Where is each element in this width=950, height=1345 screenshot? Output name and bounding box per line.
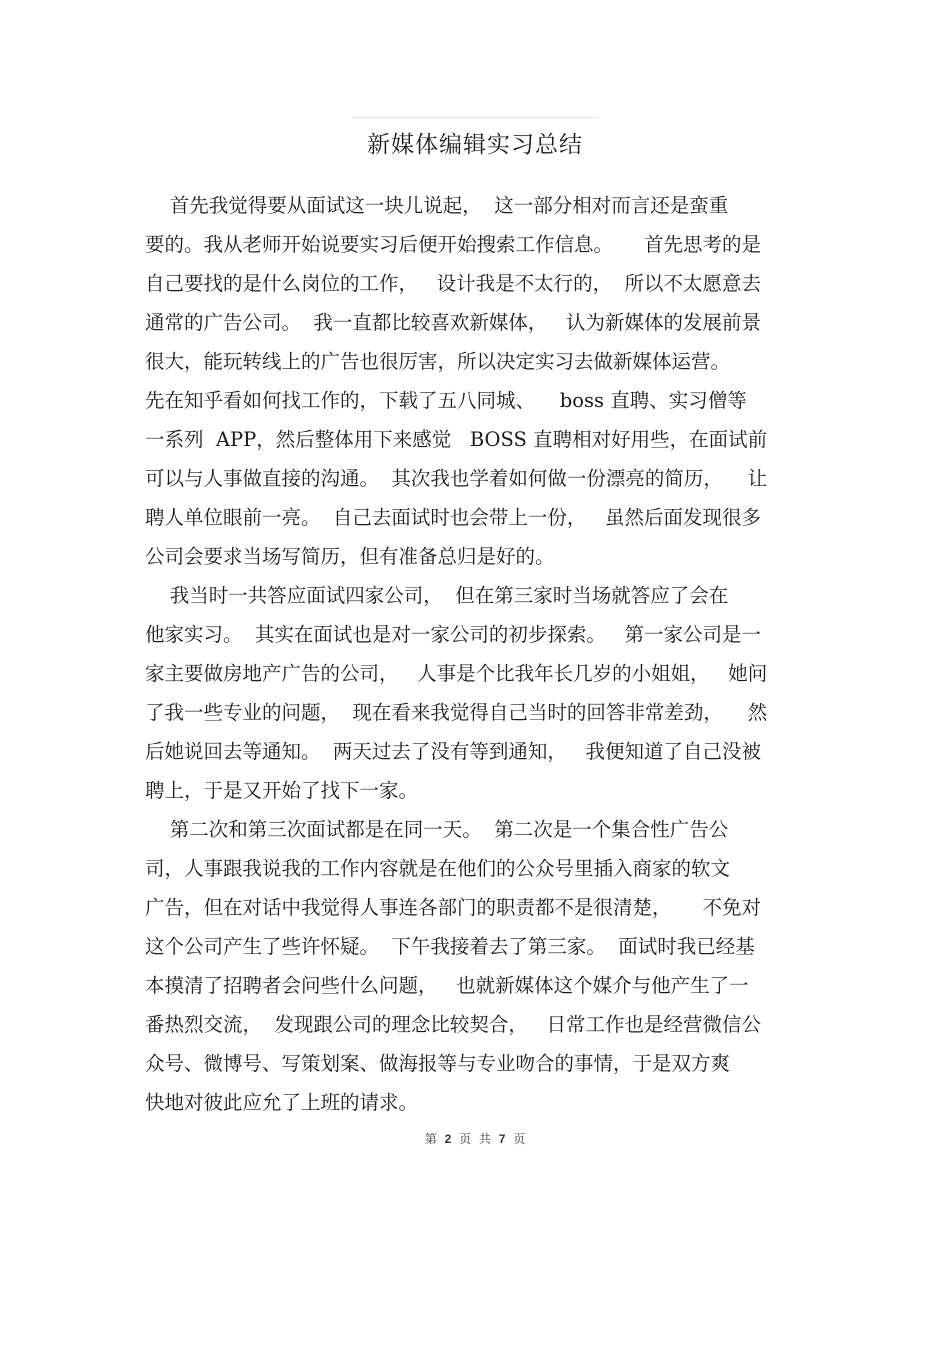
header-rule bbox=[352, 117, 598, 118]
body-line: 本摸清了招聘者会问些什么问题， 也就新媒体这个媒介与他产生了一 bbox=[145, 974, 749, 997]
body-line: 可以与人事做直接的沟通。 其次我也学着如何做一份漂亮的简历， 让 bbox=[145, 467, 768, 490]
body-line: 后她说回去等通知。 两天过去了没有等到通知， 我便知道了自己没被 bbox=[145, 740, 761, 763]
body-line: 广告，但在对话中我觉得人事连各部门的职责都不是很清楚， 不免对 bbox=[145, 896, 761, 919]
body-line: 先在知乎看如何找工作的，下载了五八同城、 boss 直聘、实习僧等 bbox=[145, 389, 747, 412]
footer-middle: 页 共 bbox=[459, 1132, 491, 1146]
footer-suffix: 页 bbox=[513, 1132, 526, 1146]
body-line: 他家实习。 其实在面试也是对一家公司的初步探索。 第一家公司是一 bbox=[145, 623, 761, 646]
body-line: 众号、微博号、写策划案、做海报等与专业吻合的事情，于是双方爽 bbox=[145, 1052, 731, 1075]
body-line: 快地对彼此应允了上班的请求。 bbox=[145, 1091, 419, 1114]
body-line: 首先我觉得要从面试这一块儿说起， 这一部分相对而言还是蛮重 bbox=[145, 194, 729, 217]
body-line: 通常的广告公司。 我一直都比较喜欢新媒体， 认为新媒体的发展前景 bbox=[145, 311, 761, 334]
body-line: 聘人单位眼前一亮。 自己去面试时也会带上一份， 虽然后面发现很多 bbox=[145, 506, 761, 529]
document-title: 新媒体编辑实习总结 bbox=[367, 132, 583, 158]
body-line: 番热烈交流， 发现跟公司的理念比较契合， 日常工作也是经营微信公 bbox=[145, 1013, 761, 1036]
body-line: 家主要做房地产广告的公司， 人事是个比我年长几岁的小姐姐， 她问 bbox=[145, 662, 768, 685]
body-line: 司，人事跟我说我的工作内容就是在他们的公众号里插入商家的软文 bbox=[145, 857, 731, 880]
total-page-count: 7 bbox=[498, 1132, 506, 1146]
body-line: 公司会要求当场写简历，但有准备总归是好的。 bbox=[145, 545, 555, 568]
footer-prefix: 第 bbox=[424, 1132, 437, 1146]
document-body bbox=[145, 188, 810, 1124]
body-line: 很大，能玩转线上的广告也很厉害，所以决定实习去做新媒体运营。 bbox=[145, 350, 731, 373]
current-page-number: 2 bbox=[444, 1132, 452, 1146]
body-line: 要的。我从老师开始说要实习后便开始搜索工作信息。 首先思考的是 bbox=[145, 233, 761, 256]
page-footer bbox=[0, 1130, 950, 1147]
body-line: 了我一些专业的问题， 现在看来我觉得自己当时的回答非常差劲， 然 bbox=[145, 701, 768, 724]
body-line: 聘上，于是又开始了找下一家。 bbox=[145, 779, 419, 802]
body-line: 一系列 APP，然后整体用下来感觉 BOSS 直聘相对好用些，在面试前 bbox=[145, 428, 768, 451]
body-line: 这个公司产生了些许怀疑。 下午我接着去了第三家。 面试时我已经基 bbox=[145, 935, 755, 958]
body-line: 自己要找的是什么岗位的工作， 设计我是不太行的， 所以不太愿意去 bbox=[145, 272, 761, 295]
body-line: 第二次和第三次面试都是在同一天。 第二次是一个集合性广告公 bbox=[145, 818, 729, 841]
body-line: 我当时一共答应面试四家公司， 但在第三家时当场就答应了会在 bbox=[145, 584, 729, 607]
